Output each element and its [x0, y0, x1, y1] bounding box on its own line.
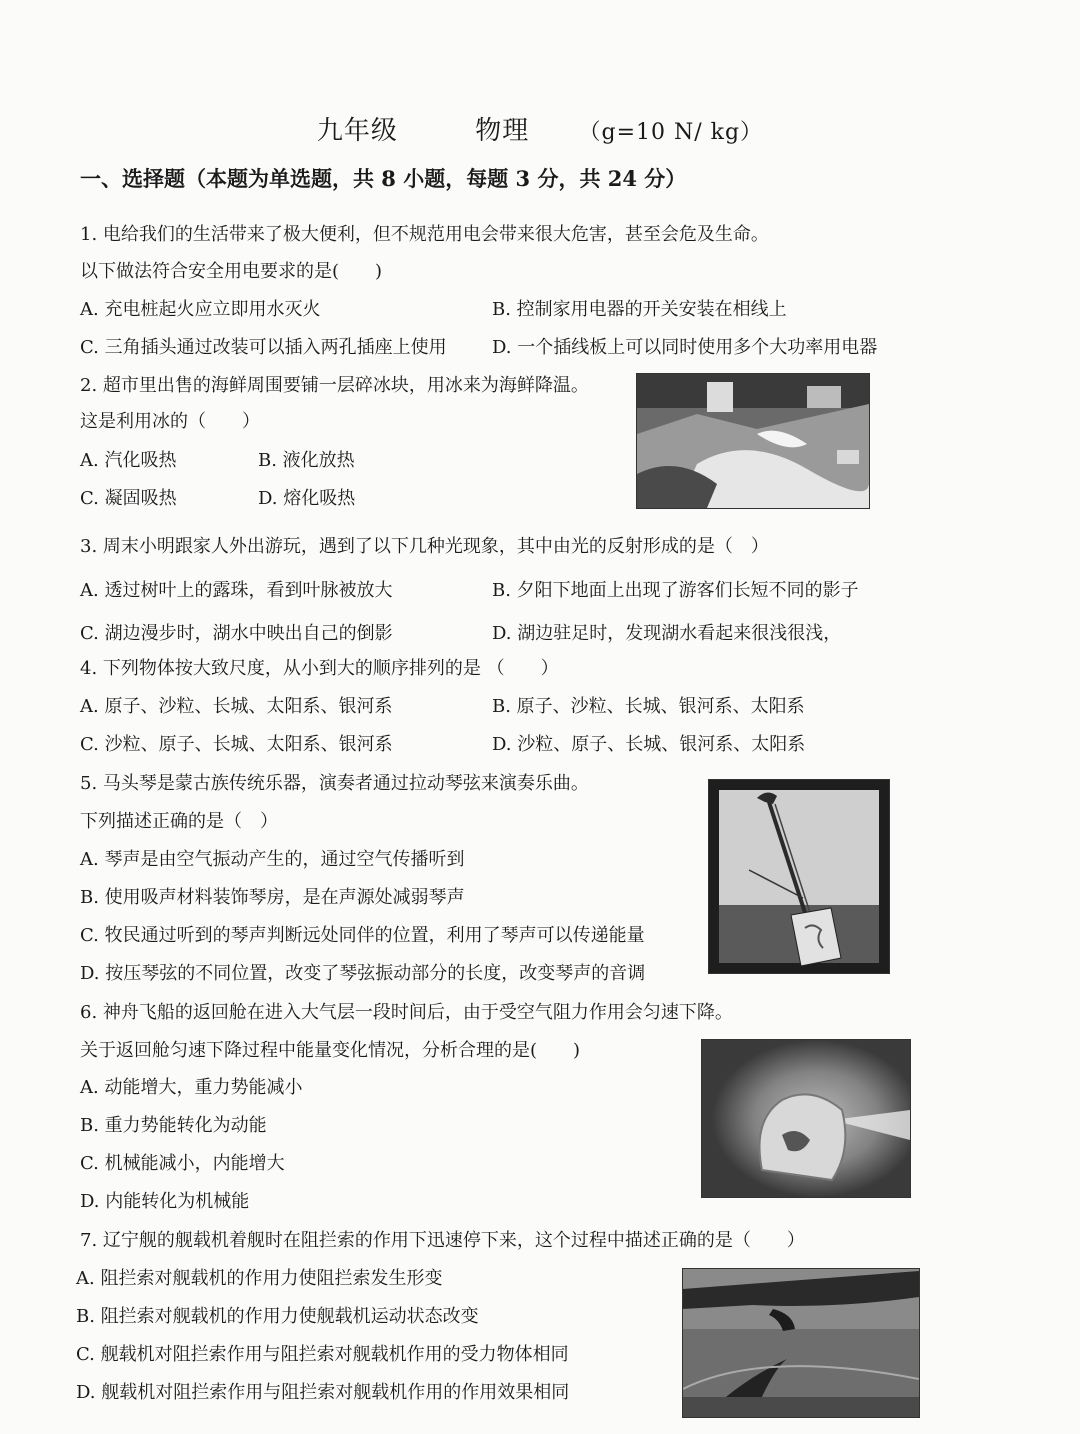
- q2-stem-line2: 这是利用冰的（ ）: [80, 411, 260, 432]
- q1-option-a: A. 充电桩起火应立即用水灭火: [80, 299, 321, 320]
- q7-stem: 7. 辽宁舰的舰载机着舰时在阻拦索的作用下迅速停下来，这个过程中描述正确的是（ ）: [80, 1230, 805, 1251]
- q4-stem: 4. 下列物体按大致尺度，从小到大的顺序排列的是 （ ）: [80, 658, 559, 679]
- q1-option-c: C. 三角插头通过改装可以插入两孔插座上使用: [80, 337, 447, 358]
- q6-option-b: B. 重力势能转化为动能: [80, 1115, 267, 1136]
- q3-option-d: D. 湖边驻足时，发现湖水看起来很浅很浅，: [492, 623, 842, 644]
- q5-option-a: A. 琴声是由空气振动产生的，通过空气传播听到: [80, 849, 465, 870]
- q2-option-c: C. 凝固吸热: [80, 488, 177, 509]
- q2-stem-line1: 2. 超市里出售的海鲜周围要铺一层碎冰块，用冰来为海鲜降温。: [80, 375, 589, 396]
- q1-stem-line1: 1. 电给我们的生活带来了极大便利，但不规范用电会带来很大危害，甚至会危及生命。: [80, 224, 769, 245]
- q5-option-d: D. 按压琴弦的不同位置，改变了琴弦振动部分的长度，改变琴声的音调: [80, 963, 646, 984]
- q1-stem-line2: 以下做法符合安全用电要求的是( ): [80, 261, 383, 282]
- carrier-aircraft-photo: [682, 1268, 920, 1418]
- q3-stem: 3. 周末小明跟家人外出游玩，遇到了以下几种光现象，其中由光的反射形成的是（ ）: [80, 536, 769, 557]
- q6-option-d: D. 内能转化为机械能: [80, 1191, 250, 1212]
- q1-option-d: D. 一个插线板上可以同时使用多个大功率用电器: [492, 337, 878, 358]
- q4-option-b: B. 原子、沙粒、长城、银河系、太阳系: [492, 696, 805, 717]
- q5-stem-line2: 下列描述正确的是（ ）: [80, 811, 278, 832]
- q7-option-b: B. 阻拦索对舰载机的作用力使舰载机运动状态改变: [76, 1306, 479, 1327]
- q5-option-c: C. 牧民通过听到的琴声判断远处同伴的位置，利用了琴声可以传递能量: [80, 925, 645, 946]
- q5-stem-line1: 5. 马头琴是蒙古族传统乐器，演奏者通过拉动琴弦来演奏乐曲。: [80, 773, 589, 794]
- seafood-ice-photo: [636, 373, 870, 509]
- q1-option-b: B. 控制家用电器的开关安装在相线上: [492, 299, 787, 320]
- q6-stem-line1: 6. 神舟飞船的返回舱在进入大气层一段时间后，由于受空气阻力作用会匀速下降。: [80, 1002, 733, 1023]
- return-capsule-photo: [701, 1039, 911, 1198]
- section-title: 一、选择题（本题为单选题，共 8 小题，每题 3 分，共 24 分）: [80, 166, 687, 191]
- q2-option-a: A. 汽化吸热: [80, 450, 177, 471]
- q6-option-a: A. 动能增大，重力势能减小: [80, 1077, 303, 1098]
- q6-stem-line2: 关于返回舱匀速下降过程中能量变化情况，分析合理的是( ): [80, 1040, 581, 1061]
- gravity-constant: （g=10 N/ kg）: [578, 120, 764, 145]
- page-title: [0, 110, 1080, 147]
- q4-option-c: C. 沙粒、原子、长城、太阳系、银河系: [80, 734, 393, 755]
- q7-option-d: D. 舰载机对阻拦索作用与阻拦索对舰载机作用的作用效果相同: [76, 1382, 570, 1403]
- q4-option-d: D. 沙粒、原子、长城、银河系、太阳系: [492, 734, 806, 755]
- q3-option-c: C. 湖边漫步时，湖水中映出自己的倒影: [80, 623, 393, 644]
- q6-option-c: C. 机械能减小，内能增大: [80, 1153, 285, 1174]
- morin-khuur-photo: [708, 779, 890, 974]
- q3-option-b: B. 夕阳下地面上出现了游客们长短不同的影子: [492, 580, 859, 601]
- q2-option-d: D. 熔化吸热: [258, 488, 356, 509]
- grade-label: 九年级: [316, 116, 398, 146]
- q5-option-b: B. 使用吸声材料装饰琴房，是在声源处减弱琴声: [80, 887, 465, 908]
- subject-label: 物理: [475, 116, 530, 146]
- q3-option-a: A. 透过树叶上的露珠，看到叶脉被放大: [80, 580, 393, 601]
- q4-option-a: A. 原子、沙粒、长城、太阳系、银河系: [80, 696, 393, 717]
- q7-option-a: A. 阻拦索对舰载机的作用力使阻拦索发生形变: [76, 1268, 443, 1289]
- q7-option-c: C. 舰载机对阻拦索作用与阻拦索对舰载机作用的受力物体相同: [76, 1344, 569, 1365]
- q2-option-b: B. 液化放热: [258, 450, 355, 471]
